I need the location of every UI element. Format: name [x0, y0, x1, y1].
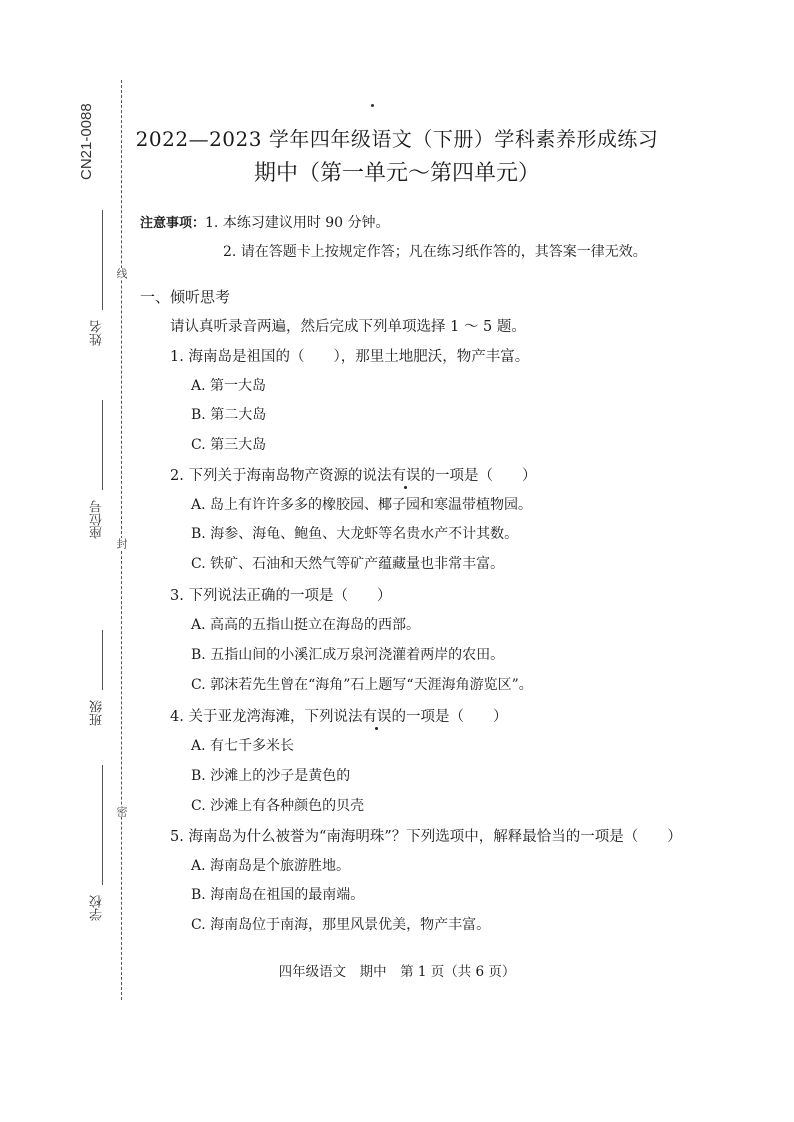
cut-mark-seal: 封	[115, 538, 128, 549]
question-4-stem-text: 4. 关于亚龙湾海滩，下列说法	[170, 709, 363, 725]
question-3-option-a[interactable]: A. 高高的五指山挺立在海岛的西部。	[191, 617, 421, 633]
question-4-stem-tail: 的一项是（ ）	[391, 709, 508, 725]
question-2-option-b[interactable]: B. 海参、海龟、鲍鱼、大龙虾等名贵水产不计其数。	[191, 526, 519, 542]
question-4-emphasis: 有误	[362, 705, 391, 726]
question-1-option-a[interactable]: A. 第一大岛	[191, 378, 267, 394]
page-footer: 四年级语文 期中 第 1 页（共 6 页）	[278, 964, 516, 980]
question-2-stem-text: 2. 下列关于海南岛物产资源的说法	[170, 468, 392, 484]
cut-mark-line: 线	[115, 268, 128, 279]
field-name[interactable]	[88, 320, 107, 346]
page-subtitle: 期中（第一单元～第四单元）	[253, 161, 540, 186]
question-4-option-a[interactable]: A. 有七千多米长	[191, 738, 295, 754]
question-5-stem: 5. 海南岛为什么被誉为“南海明珠”？下列选项中，解释最恰当的一项是（ ）	[170, 829, 682, 845]
notes-item-2: 2. 请在答题卡上按规定作答；凡在练习纸作答的，其答案一律无效。	[223, 244, 647, 260]
question-3-option-c[interactable]: C. 郭沫若先生曾在“海角”石上题写“天涯海角游览区”。	[191, 677, 533, 693]
field-name-blank[interactable]	[102, 210, 103, 310]
cut-mark-secret: 密	[115, 806, 128, 817]
question-1-stem: 1. 海南岛是祖国的（ ），那里土地肥沃，物产丰富。	[170, 349, 530, 365]
section-instruction: 请认真听录音两遍，然后完成下列单项选择 1 ～ 5 题。	[170, 319, 526, 335]
question-5-option-b[interactable]: B. 海南岛在祖国的最南端。	[191, 887, 365, 903]
notes-line-1	[140, 212, 390, 232]
question-2-option-c[interactable]: C. 铁矿、石油和天然气等矿产蕴藏量也非常丰富。	[191, 556, 505, 572]
question-2-option-a[interactable]: A. 岛上有许许多多的橡胶园、椰子园和寒温带植物园。	[191, 497, 533, 513]
notes-label: 注意事项：	[140, 216, 206, 231]
field-class-blank[interactable]	[102, 630, 103, 690]
question-2-stem-tail: 的一项是（ ）	[420, 468, 537, 484]
field-name-label: 姓名	[90, 320, 105, 346]
field-class[interactable]	[88, 700, 107, 726]
field-seat-label: 座位号	[90, 500, 105, 539]
question-3-stem: 3. 下列说法正确的一项是（ ）	[170, 588, 392, 604]
field-seat[interactable]	[88, 500, 107, 539]
question-4-option-c[interactable]: C. 沙滩上有各种颜色的贝壳	[191, 798, 365, 814]
question-2-stem	[170, 464, 536, 485]
question-1-option-b[interactable]: B. 第二大岛	[191, 407, 267, 423]
question-3-option-b[interactable]: B. 五指山间的小溪汇成万泉河浇灌着两岸的农田。	[191, 647, 505, 663]
notes-item-1: 1. 本练习建议用时 90 分钟。	[205, 215, 390, 231]
field-school-blank[interactable]	[102, 765, 103, 885]
question-2-emphasis: 有误	[391, 464, 420, 485]
field-seat-blank[interactable]	[102, 400, 103, 490]
field-school-label: 学校	[90, 895, 105, 921]
scan-speck	[371, 104, 374, 107]
question-5-option-c[interactable]: C. 海南岛位于南海，那里风景优美，物产丰富。	[191, 917, 491, 933]
field-class-label: 班级	[90, 700, 105, 726]
field-school[interactable]	[88, 895, 107, 921]
question-5-option-a[interactable]: A. 海南岛是个旅游胜地。	[191, 858, 351, 874]
question-4-stem	[170, 705, 507, 726]
page-title: 2022—2023 学年四年级语文（下册）学科素养形成练习	[135, 127, 659, 151]
section-title: 一、倾听思考	[140, 288, 231, 306]
question-4-option-b[interactable]: B. 沙滩上的沙子是黄色的	[191, 768, 351, 784]
document-code: CN21-0088	[78, 103, 95, 180]
question-1-option-c[interactable]: C. 第三大岛	[191, 437, 267, 453]
